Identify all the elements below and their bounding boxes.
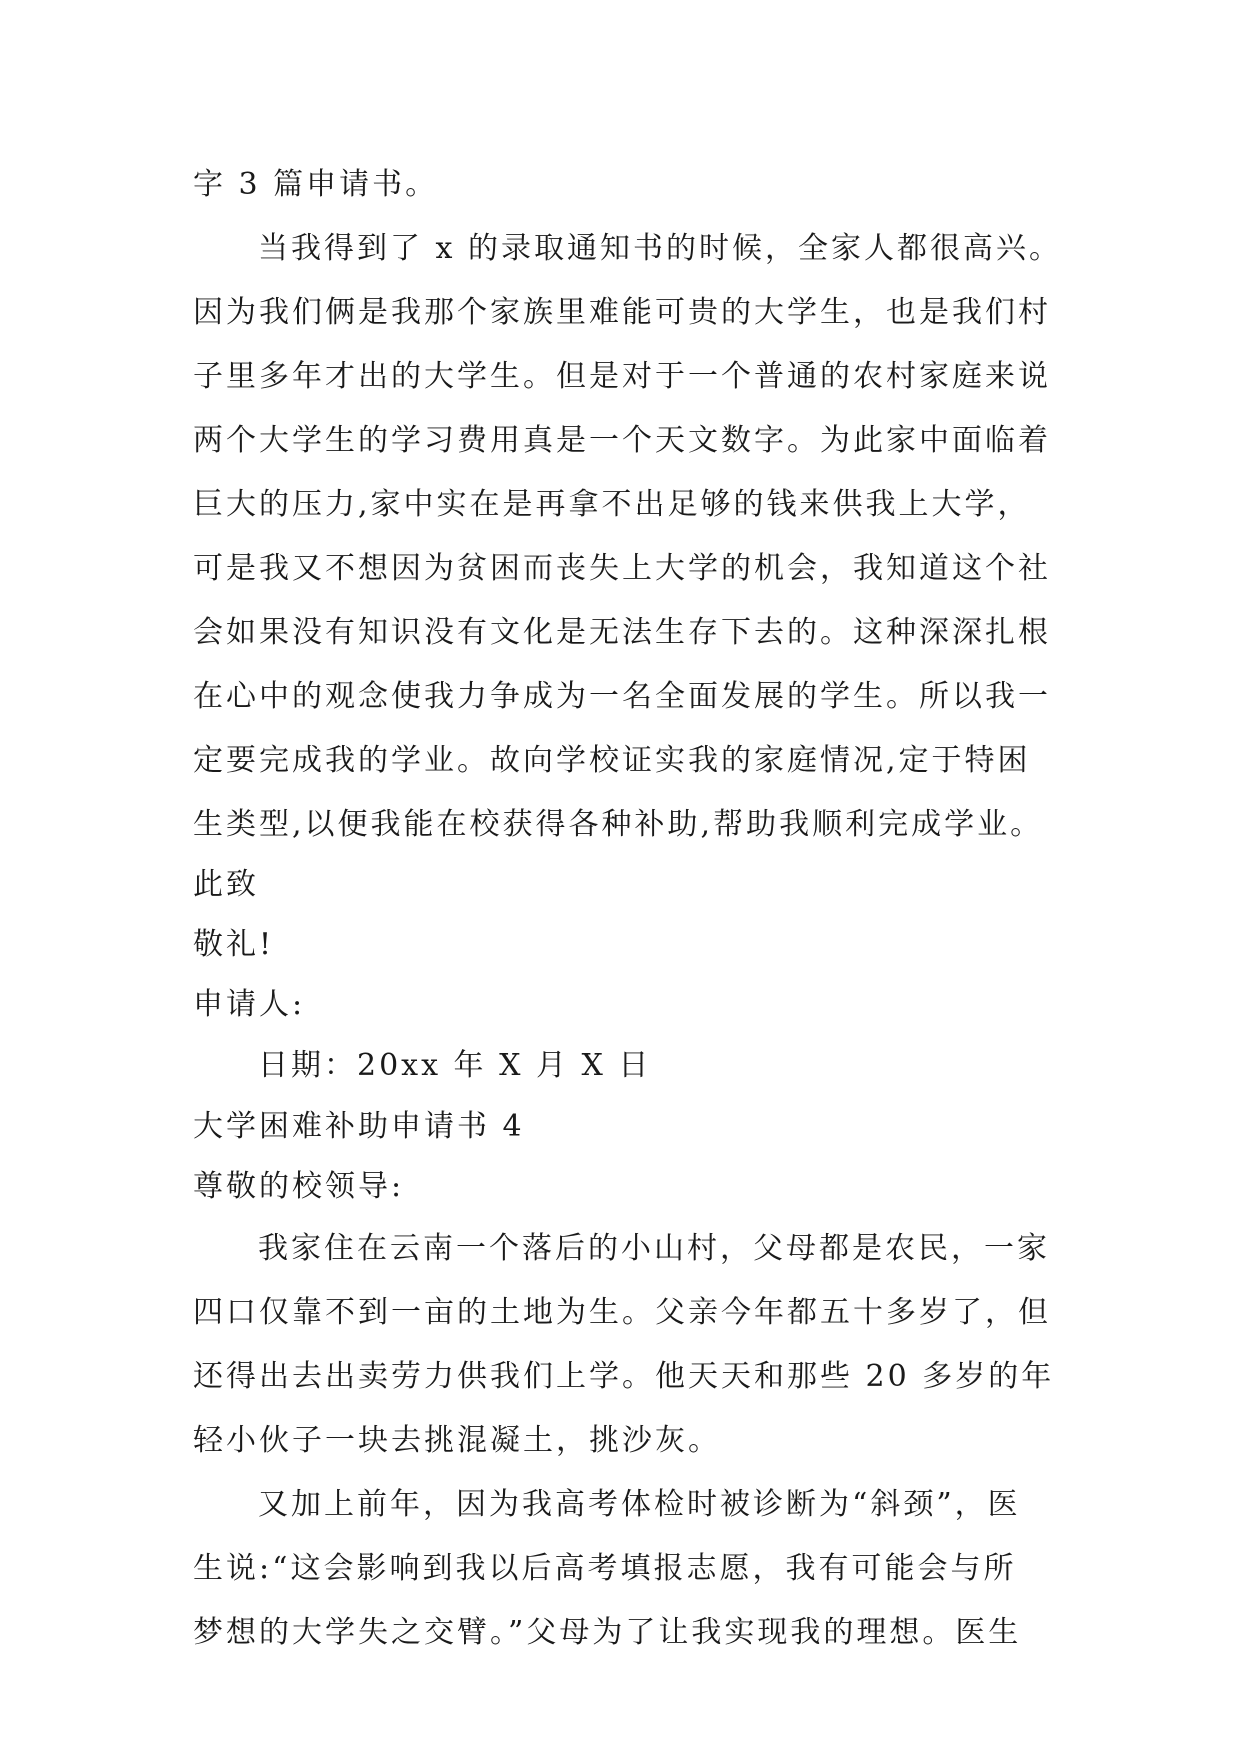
section-title: 大学困难补助申请书 4 [193, 1109, 525, 1144]
paragraph-first-line: 我家住在云南一个落后的小山村，父母都是农民，一家 [258, 1231, 1050, 1266]
text-line: 梦想的大学失之交臂。”父母为了让我实现我的理想。医生 [193, 1615, 1022, 1650]
text-line: 生类型,以便我能在校获得各种补助,帮助我顺利完成学业。 [193, 807, 1044, 842]
text-line: 生说:“这会影响到我以后高考填报志愿，我有可能会与所 [193, 1551, 1017, 1586]
text-line: 会如果没有知识没有文化是无法生存下去的。这种深深扎根 [193, 615, 1051, 650]
text-line: 巨大的压力,家中实在是再拿不出足够的钱来供我上大学， [193, 487, 1031, 522]
text-line: 还得出去出卖劳力供我们上学。他天天和那些 20 多岁的年 [193, 1359, 1055, 1394]
text-line: 可是我又不想因为贫困而丧失上大学的机会，我知道这个社 [193, 551, 1051, 586]
closing-salutation: 此致 [193, 867, 259, 902]
paragraph-first-line: 当我得到了 x 的录取通知书的时候，全家人都很高兴。 [258, 231, 1062, 266]
text-line: 在心中的观念使我力争成为一名全面发展的学生。所以我一 [193, 679, 1051, 714]
applicant-label: 申请人: [193, 987, 306, 1022]
text-line: 两个大学生的学习费用真是一个天文数字。为此家中面临着 [193, 423, 1051, 458]
closing-regards: 敬礼! [193, 927, 275, 962]
text-line: 字 3 篇申请书。 [193, 167, 439, 202]
text-line: 四口仅靠不到一亩的土地为生。父亲今年都五十多岁了，但 [193, 1295, 1051, 1330]
text-line: 轻小伙子一块去挑混凝土，挑沙灰。 [193, 1423, 721, 1458]
date-line: 日期：20xx 年 X 月 X 日 [258, 1048, 652, 1083]
paragraph-first-line: 又加上前年，因为我高考体检时被诊断为“斜颈”，医 [258, 1487, 1021, 1522]
greeting: 尊敬的校领导: [193, 1169, 405, 1204]
text-line: 因为我们俩是我那个家族里难能可贵的大学生，也是我们村 [193, 295, 1051, 330]
text-line: 子里多年才出的大学生。但是对于一个普通的农村家庭来说 [193, 359, 1051, 394]
text-line: 定要完成我的学业。故向学校证实我的家庭情况,定于特困 [193, 743, 1031, 778]
